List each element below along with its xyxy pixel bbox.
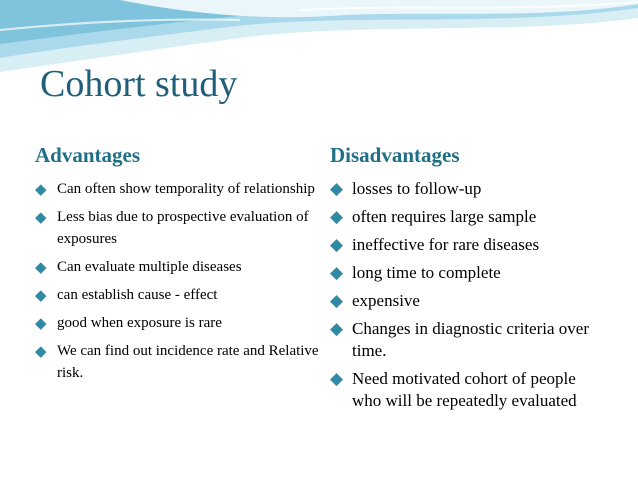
diamond-bullet-icon: ◆ — [330, 179, 344, 199]
diamond-bullet-icon: ◆ — [330, 319, 344, 339]
list-item: ◆ losses to follow-up — [330, 179, 482, 199]
diamond-bullet-icon: ◆ — [35, 258, 47, 276]
diamond-bullet-icon: ◆ — [330, 207, 344, 227]
list-item: ◆ can establish cause - effect — [35, 286, 218, 304]
list-item: ◆ expensive — [330, 291, 420, 311]
diamond-bullet-icon: ◆ — [35, 180, 47, 198]
diamond-bullet-icon: ◆ — [330, 291, 344, 311]
advantages-heading: Advantages — [35, 143, 141, 167]
list-item: ◆ Can often show temporality of relationship — [35, 180, 315, 198]
list-item: ◆ Less bias due to prospective evaluation of exposures — [35, 208, 309, 247]
diamond-bullet-icon: ◆ — [35, 208, 47, 226]
list-item: ◆ often requires large sample — [330, 207, 537, 227]
list-item: ◆ ineffective for rare diseases — [330, 235, 540, 255]
list-item: ◆ good when exposure is rare — [35, 314, 222, 332]
diamond-bullet-icon: ◆ — [330, 235, 344, 255]
diamond-bullet-icon: ◆ — [35, 286, 47, 304]
diamond-bullet-icon: ◆ — [35, 342, 47, 360]
list-item: ◆ long time to complete — [330, 263, 501, 283]
diamond-bullet-icon: ◆ — [330, 369, 344, 389]
list-item: ◆ Need motivated cohort of people who will be repeatedly evaluated — [330, 369, 577, 410]
list-item: ◆ We can find out incidence rate and Relative risk. — [35, 342, 319, 381]
disadvantages-list — [330, 178, 600, 418]
disadvantages-heading: Disadvantages — [330, 143, 460, 167]
diamond-bullet-icon: ◆ — [35, 314, 47, 332]
advantages-list — [35, 178, 320, 390]
list-item: ◆ Can evaluate multiple diseases — [35, 258, 242, 276]
diamond-bullet-icon: ◆ — [330, 263, 344, 283]
slide-title: Cohort study — [40, 63, 238, 105]
list-item: ◆ Changes in diagnostic criteria over time. — [330, 319, 589, 360]
